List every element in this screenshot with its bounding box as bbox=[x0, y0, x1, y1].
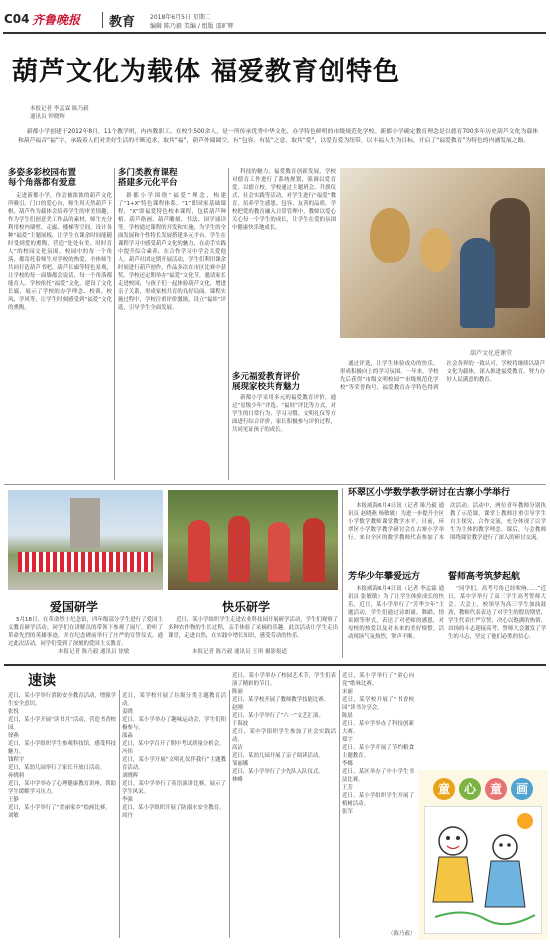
article-4-body: 本报威海6月4日讯（记者 陈乃毅 通讯员 赵晓燕 杨敏敏）为进一步提升全区小学数学教师课堂教学水平，日前，环翠区小学数学教学研讨会在古寨小学举行。来自全区的数学教师代表参加了本次活动。活动中，两位青年教师分别执教了示范课，课堂上教师注重引导学生自主探究、合作交流，充分体现了以学生为主体的教学理念。课后，与会教师围绕课堂教学进行了深入的研讨交流。 bbox=[348, 503, 546, 541]
date-line: 2018年6月5日 星期二 bbox=[150, 14, 211, 21]
article-5-body: 本报威海6月4日讯（记者 李孟霖 通讯员 张敏敏）为了让学生体验成长的快乐，近日，某小学举行了“芳华少年”主题活动，学生们通过诗朗诵、舞蹈、情景剧等形式，表达了对老师的感恩，对母校的热爱以及对未来的美好憧憬。活动现场气氛热烈，掌声不断。 bbox=[348, 586, 444, 640]
happy-study-photo bbox=[168, 490, 338, 590]
brief-column-4: 近日，某小学举行了“童心向党”歌咏比赛。 宋丽 近日，某学校开展了“书香校园”读书分享会。 陈晨 近日，某中学举办了科技创新大赛。 郑宇 近日，某小学开展了节约粮食主题教育。 李娜 近日，某区举办了中小学生书法比赛。 王芳 近日，某小学组织学生开展了植树活动。 张军 bbox=[342, 673, 414, 815]
news-1-title: 爱国研学 bbox=[50, 600, 99, 614]
tongxin-char: 画 bbox=[511, 778, 533, 800]
gourd-shape bbox=[420, 228, 452, 272]
news-1-body: 5月18日，在革命烈士纪念馆，四年级部分学生进行了爱国主义教育研学活动。同学们在讲解员的带领下参观了展厅，聆听了革命先烈的英雄事迹，并在纪念碑前举行了庄严的宣誓仪式。通过此次活动，同学们受到了深刻的爱国主义教育。 bbox=[8, 617, 163, 646]
page-code: C04 bbox=[4, 12, 30, 26]
header-rule bbox=[3, 32, 546, 34]
column-divider bbox=[228, 168, 229, 480]
brief-column-3: 近日，某小学举办了校园艺术节，学生们表演了精彩的节目。 陈丽 近日，某学校开展了教师教学技能比赛。 赵刚 近日，某小学举行了“六一”文艺汇演。 于海波 近日，某中学组织学生参加了社会实践活动。 高洁 近日，某幼儿园开展了亲子阅读活动。 邹丽娜 近日，某小学举行了少先队入队仪式。 林峰 bbox=[232, 673, 336, 783]
article-4 bbox=[348, 488, 546, 570]
article-1 bbox=[8, 168, 112, 483]
article-right-lower: 通过评选，让学生体验成功的快乐，形成积极向上的学习氛围。一年来，学校先后获得“市级文明校园”“市级规范化学校”等荣誉称号，福爱教育办学特色得到社会各界的一致认可。学校将继续以葫芦文化为载体，深入推进福爱教育，努力办好人民满意的教育。 bbox=[340, 361, 545, 391]
column-divider bbox=[119, 690, 120, 938]
brief-column-1: 近日，某小学举行消防安全教育活动，增强学生安全意识。 张悦 近日，某小学开展“读书月”活动，营造书香校园。 徐燕 近日，某小学组织学生参观科技馆，感受科技魅力。 钱程宇 近日，某幼儿园举行了家长开放日活动。 孙晓莉 近日，某中学举办了心理健康教育讲座，帮助学生缓解学习压力。 王静 近日，某小学举行了“美丽家乡”绘画比赛。 刘敏 bbox=[8, 693, 116, 819]
section-rule bbox=[4, 664, 546, 666]
headline-byline: 本报记者 李孟霖 陈乃毅 bbox=[30, 106, 89, 112]
article-3-body: 科技的魅力。福爱教育创新发展，学校对德育工作进行了系统规划，强调以爱育爱，以德立校。学校通过主题班会、升旗仪式、社会实践等活动，对学生进行“福爱”教育，培养学生感恩、包容、友善的品质。学校把爱的教育融入日常管理中，教师以爱心关心每一个学生的成长，让学生在爱的氛围中健康快乐地成长。 bbox=[232, 169, 336, 231]
child-figure bbox=[268, 522, 290, 582]
masthead-logo: 齐鲁晚报 bbox=[32, 13, 81, 27]
tongxin-tonghua-panel bbox=[418, 770, 548, 940]
child-figure bbox=[303, 518, 325, 582]
gourd-shape bbox=[370, 208, 410, 263]
gourd-class-photo bbox=[340, 168, 545, 338]
student-figure bbox=[460, 238, 495, 328]
column-divider bbox=[342, 488, 343, 658]
article-3-heading: 多元福爱教育评价 bbox=[232, 372, 301, 382]
student-figure bbox=[490, 198, 530, 308]
article-5-title: 芳华少年攀爱远方 bbox=[348, 572, 421, 582]
editor-line: 编辑 陈乃毅 美编 / 组版 邵旷辉 bbox=[150, 23, 234, 30]
article-6 bbox=[448, 572, 546, 658]
photo-caption: 葫芦文化进课堂 bbox=[470, 350, 513, 357]
brief-label: 速读 bbox=[28, 673, 56, 689]
child-figure bbox=[188, 520, 210, 582]
article-6-body: “同学们，高考号角已经吹响……”近日，某中学举行了高三学生高考誓师大会。大会上，校领导为高三学生加油鼓劲，教师代表表达了对学生的殷切期望，学生代表庄严宣誓，决心以饱满的热情、昂扬的斗志迎接高考。誓师大会激发了学生的斗志，坚定了他们必胜的信心。 bbox=[448, 586, 546, 640]
patriotic-study-photo bbox=[8, 490, 163, 590]
header-divider bbox=[102, 12, 103, 28]
column-divider bbox=[114, 168, 115, 480]
brief-credit-end: （陈乃毅） bbox=[388, 931, 416, 937]
tongxin-char: 童 bbox=[485, 778, 507, 800]
article-2 bbox=[118, 168, 226, 483]
article-3-body-2: 新都小学采用多元的福爱教育评价，通过“星级少年”评选、“福娃”评比等方式，对学生的日常行为、学习习惯、文明礼仪等方面进行综合评价，家长积极参与评价过程，共同见证孩子的成长。 bbox=[232, 395, 336, 433]
news-2-title: 快乐研学 bbox=[222, 600, 271, 614]
student-group bbox=[18, 552, 153, 572]
article-2-subheading: 搭建多元化平台 bbox=[118, 178, 178, 188]
section-label: 教育 bbox=[109, 15, 136, 30]
page-header bbox=[0, 0, 550, 36]
column-divider bbox=[229, 690, 230, 938]
section-rule bbox=[4, 484, 546, 485]
article-1-subheading: 每个角落都有爱意 bbox=[8, 178, 77, 188]
tongxin-title bbox=[426, 778, 540, 800]
article-3-subheading: 展现家校共育魅力 bbox=[232, 382, 301, 392]
article-5 bbox=[348, 572, 444, 658]
headline-lead: 新都小学创建于2012年8月，11个教学班，冉冉教职工，在校生500余人，是一所传承优秀中华文化、办学特色鲜明的市级规范化学校。新都小学确定教育理念是以德育700多年历史葫芦文化为载体和葫芦福音“福”字，承载着人们对美好生活的不断追求，取其“福”，葫芦外圆圆空，有“包容、有装“之意，取其“爱”，以爱育爱为纽带，以丰福人生为目标，开启了“福爱教育”为特色的内涵发展之路。 bbox=[18, 129, 538, 144]
headline-byline-2: 通讯员 钟晓辉 bbox=[30, 114, 65, 120]
news-2-body: 近日，某小学组织学生走进农业科技园开展研学活动，学生们观察了多种农作物的生长过程，亲手体验了采摘的乐趣。此次活动让学生走出课堂，走进自然，在实践中增长知识，感受劳动的快乐。 bbox=[168, 617, 338, 639]
news-1-credit: 本报记者 陈乃毅 通讯员 徐敏 bbox=[58, 649, 130, 655]
drawing-illustration bbox=[425, 807, 541, 933]
news-2-credit: 本报记者 陈乃毅 通讯员 王琪 摄影报道 bbox=[192, 649, 287, 655]
article-4-title: 环翠区小学数学教学研讨在古寨小学举行 bbox=[348, 488, 511, 498]
brief-column-2: 近日，某学校开展了垃圾分类主题教育活动。 姜晓 近日，某小学举办了趣味运动会，学生们积极参与。 邵淼 近日，某中学召开了期中考试质量分析会。 冯伟 近日，某小学开展“文明礼仪伴我行”主题教育活动。 刘晓晖 近日，某中学举行了英语演讲比赛，展示了学生风采。 李强 近日，某小学组织开展了防溺水安全教育。 周丹 bbox=[122, 693, 226, 819]
article-1-heading: 多姿多彩校园布置 bbox=[8, 168, 77, 178]
article-2-heading: 多门类教育课程 bbox=[118, 168, 178, 178]
tongxin-char: 童 bbox=[433, 778, 455, 800]
article-3 bbox=[232, 168, 336, 483]
article-6-title: 誓师高考筑梦起航 bbox=[448, 572, 521, 582]
article-1-body: 走进新都小学，你会被浓浓的葫芦文化所吸引。门口的爱心台，师生用天然葫芦下棋，葫芦作为载体会培养学生的审美情趣，作为学生们创意美工作品的素材，师生充分利用校内墙壁、走廊、楼梯等空间，设计各种“福爱”主题展板，让学生在课余时间能随时受到爱的熏陶，营造“处处有美、时时育人”的校园文化氛围。校园中的每一个角落，都寄托着师生对学校的热爱，全体师生共同打造葫芦书吧、葫芦长廊等特色景观，让学校的每一面墙都会说话，每一个角落都能育人。学校依托“福爱”文化，建设了文化长廊，展示了学校的办学理念、校训、校风、学风等，让学生时刻感受到“福爱”文化的熏陶。 bbox=[8, 193, 112, 311]
tongxin-char: 心 bbox=[459, 778, 481, 800]
main-headline: 葫芦文化为载体 福爱教育创特色 bbox=[12, 57, 401, 87]
child-drawing bbox=[424, 806, 542, 934]
monument-shape bbox=[70, 498, 100, 548]
article-2-body: 新都小学围绕“福爱”理念，构建了“1+X”特色课程体系，“1”即国家基础课程，“X”即福爱特色校本课程，包括葫芦种植、葫芦烙画、葫芦雕刻、书法、国学诵读等。学校通过课程的开发和实施，为学生的全面发展和个性特长发展搭建多元平台。学生在课程学习中感受葫芦文化的魅力，在动手实践中提升综合素养，在合作学习中学会关爱他人。葫芦社团定期开展活动，学生们利用课余时间进行葫芦创作，作品多次在市区比赛中获奖。学校还定期举办“福爱”文化节，邀请家长走进校园，与孩子们一起体验葫芦文化，增进亲子关系，形成家校共育的良好局面。课程实施过程中，学校注重评价激励，设立“福娃”评选，引导学生全面发展。 bbox=[118, 193, 226, 311]
child-figure bbox=[228, 516, 250, 582]
column-divider bbox=[339, 670, 340, 938]
